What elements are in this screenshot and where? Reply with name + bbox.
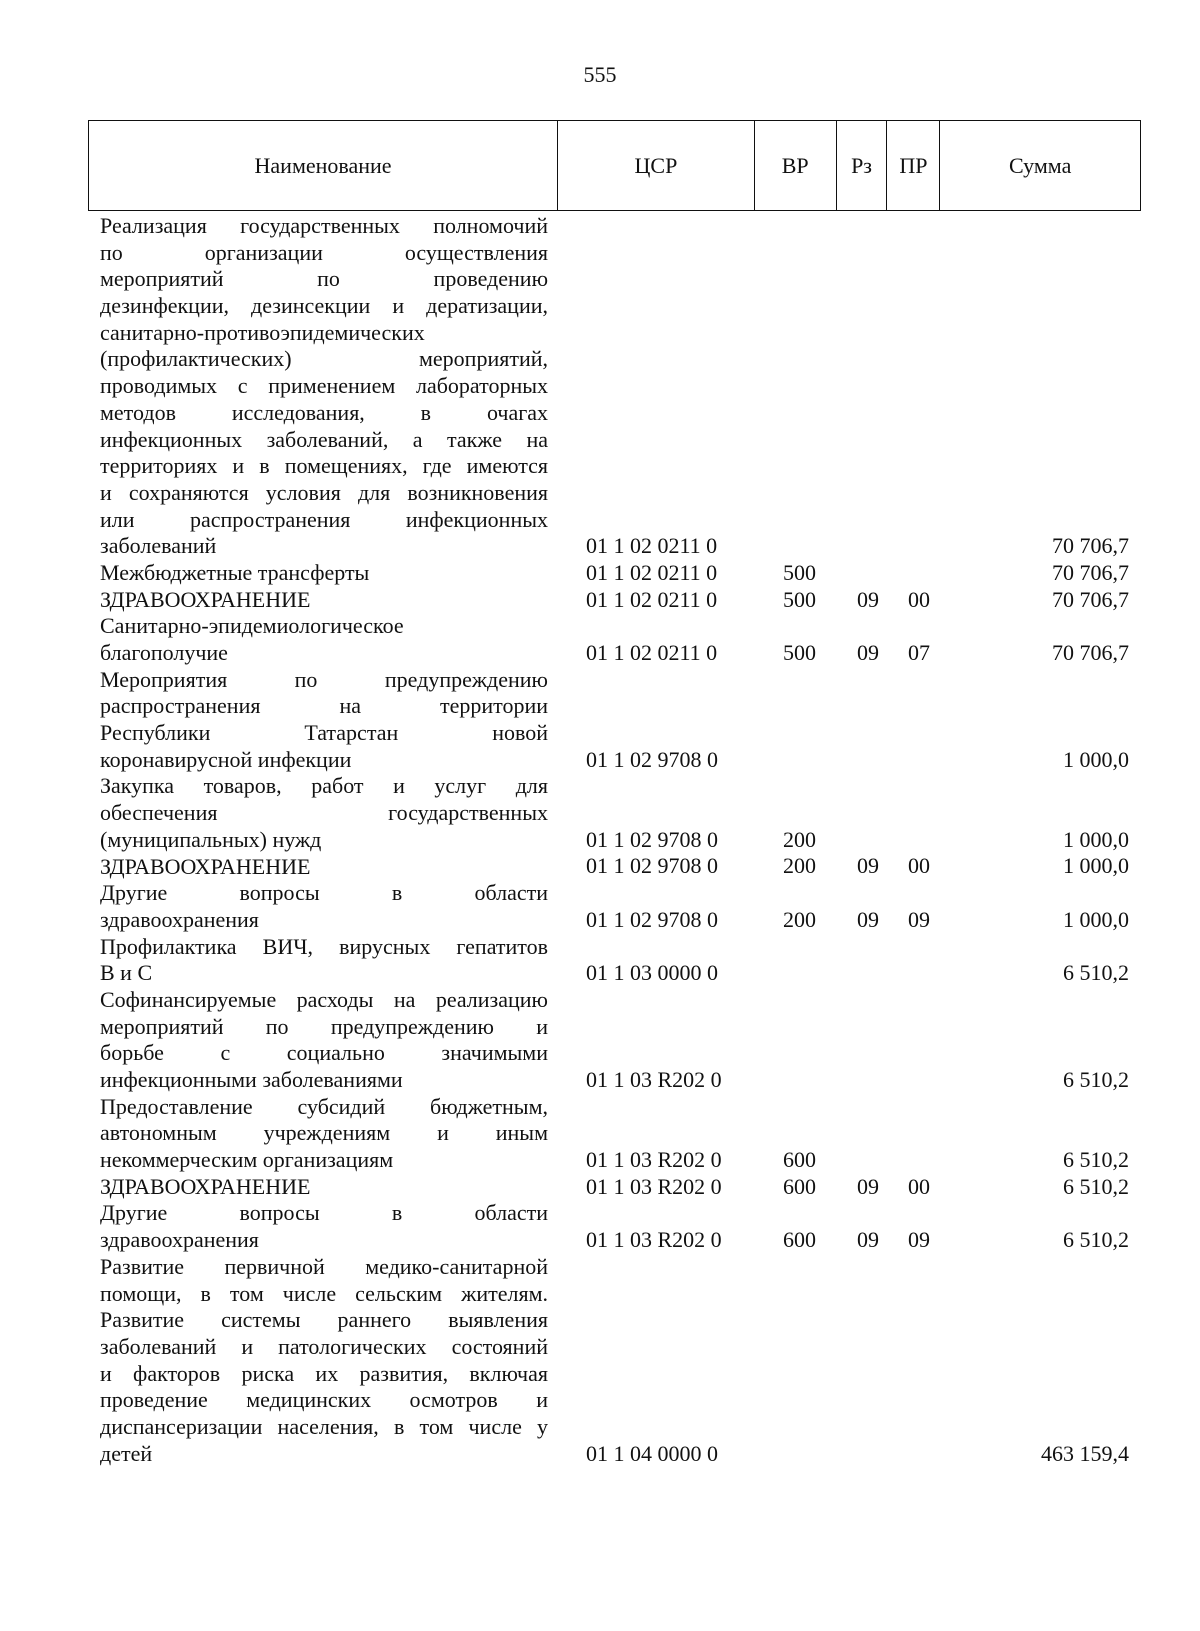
row-name <box>100 1200 548 1253</box>
header-rz: Рз <box>837 121 888 210</box>
row-sum: 1 000,0 <box>1063 746 1129 772</box>
row-name-line: и факторов риска их развития, включая <box>100 1360 548 1386</box>
row-sum: 1 000,0 <box>1063 826 1129 852</box>
row-sum: 70 706,7 <box>1052 533 1129 559</box>
row-name-line: автономным учреждениям и иным <box>100 1120 548 1146</box>
row-csr: 01 1 03 R202 0 <box>586 1173 722 1199</box>
table-body <box>0 213 1200 1467</box>
row-name-line: В и С <box>100 960 153 986</box>
row-name-line: (профилактических) мероприятий, <box>100 346 548 372</box>
row-sum: 463 159,4 <box>1041 1440 1129 1466</box>
row-name <box>100 773 548 853</box>
row-pr: 00 <box>908 853 930 879</box>
row-name-line: (муниципальных) нужд <box>100 826 322 852</box>
row-name-line: Реализация государственных полномочий <box>100 213 548 238</box>
row-name <box>100 667 548 774</box>
row-rz: 09 <box>857 586 879 612</box>
row-vr: 600 <box>783 1173 816 1199</box>
row-name-line: некоммерческим организациям <box>100 1147 394 1173</box>
header-pr: ПР <box>887 121 940 210</box>
row-csr: 01 1 02 0211 0 <box>586 533 718 559</box>
row-sum: 1 000,0 <box>1063 906 1129 932</box>
page-number: 555 <box>583 62 617 87</box>
row-name <box>100 213 548 560</box>
row-name-line: Софинансируемые расходы на реализацию <box>100 986 548 1012</box>
row-name-line: ЗДРАВООХРАНЕНИЕ <box>100 586 311 612</box>
row-name-line: обеспечения государственных <box>100 800 548 826</box>
row-name-line: мероприятий по проведению <box>100 266 548 292</box>
row-name <box>100 880 548 933</box>
header-csr: ЦСР <box>558 121 755 210</box>
row-name-line: по организации осуществления <box>100 239 548 265</box>
table-row <box>0 987 1200 1094</box>
row-vr: 500 <box>783 639 816 665</box>
row-name-line: и сохраняются условия для возникновения <box>100 479 548 505</box>
row-name-line: ЗДРАВООХРАНЕНИЕ <box>100 1173 311 1199</box>
header-name: Наименование <box>89 121 558 210</box>
row-name-line: санитарно-противоэпидемических <box>100 319 425 345</box>
row-csr: 01 1 04 0000 0 <box>586 1440 718 1466</box>
row-rz: 09 <box>857 853 879 879</box>
row-pr: 07 <box>908 639 930 665</box>
row-name-line: Развитие системы раннего выявления <box>100 1307 548 1333</box>
row-csr: 01 1 02 9708 0 <box>586 853 718 879</box>
row-name-line: Другие вопросы в области <box>100 1200 548 1226</box>
row-pr: 00 <box>908 586 930 612</box>
row-sum: 70 706,7 <box>1052 559 1129 585</box>
row-name <box>100 1094 548 1174</box>
row-name-line: мероприятий по предупреждению и <box>100 1013 548 1039</box>
table-row <box>0 880 1200 933</box>
table-row <box>0 213 1200 560</box>
row-name-line: Предоставление субсидий бюджетным, <box>100 1093 548 1119</box>
row-name-line: инфекционными заболеваниями <box>100 1067 403 1092</box>
row-name-line: здравоохранения <box>100 906 259 932</box>
row-rz: 09 <box>857 906 879 932</box>
table-row <box>0 560 1200 587</box>
row-name <box>100 560 548 587</box>
row-csr: 01 1 02 9708 0 <box>586 746 718 772</box>
row-name-line: Закупка товаров, работ и услуг для <box>100 773 548 799</box>
row-rz: 09 <box>857 1227 879 1253</box>
row-name-line: заболеваний <box>100 533 217 559</box>
row-sum: 1 000,0 <box>1063 853 1129 879</box>
row-vr: 500 <box>783 559 816 585</box>
row-name-line: или распространения инфекционных <box>100 506 548 532</box>
row-csr: 01 1 03 R202 0 <box>586 1227 722 1253</box>
row-name-line: проведение медицинских осмотров и <box>100 1387 548 1413</box>
row-sum: 6 510,2 <box>1063 1227 1129 1253</box>
row-sum: 6 510,2 <box>1063 960 1129 986</box>
header-vr: ВР <box>755 121 837 210</box>
row-name <box>100 587 548 614</box>
table-header <box>88 120 1141 211</box>
row-vr: 200 <box>783 906 816 932</box>
row-name <box>100 987 548 1094</box>
row-name-line: проводимых с применением лабораторных <box>100 373 548 399</box>
row-rz: 09 <box>857 639 879 665</box>
row-name-line: инфекционных заболеваний, а также на <box>100 426 548 452</box>
table-row <box>0 934 1200 987</box>
row-csr: 01 1 03 0000 0 <box>586 960 718 986</box>
table-row <box>0 1254 1200 1468</box>
row-name-line: ЗДРАВООХРАНЕНИЕ <box>100 853 311 879</box>
row-pr: 00 <box>908 1173 930 1199</box>
row-name-line: методов исследования, в очагах <box>100 399 548 425</box>
row-name-line: детей <box>100 1440 153 1466</box>
table-row <box>0 854 1200 881</box>
row-name-line: Республики Татарстан новой <box>100 720 548 746</box>
row-sum: 6 510,2 <box>1063 1147 1129 1173</box>
table-row <box>0 773 1200 853</box>
row-vr: 200 <box>783 826 816 852</box>
row-name-line: борьбе с социально значимыми <box>100 1040 548 1066</box>
table-row <box>0 613 1200 666</box>
table-row <box>0 667 1200 774</box>
row-pr: 09 <box>908 1227 930 1253</box>
row-name-line: Другие вопросы в области <box>100 880 548 906</box>
table-row <box>0 1200 1200 1253</box>
row-name-line: коронавирусной инфекции <box>100 746 352 772</box>
row-name-line: распространения на территории <box>100 693 548 719</box>
row-rz: 09 <box>857 1173 879 1199</box>
row-name-line: Профилактика ВИЧ, вирусных гепатитов <box>100 933 548 959</box>
row-name <box>100 1254 548 1468</box>
table-row <box>0 1094 1200 1174</box>
row-sum: 6 510,2 <box>1063 1173 1129 1199</box>
table-row <box>0 1174 1200 1201</box>
row-name <box>100 613 548 666</box>
row-vr: 600 <box>783 1227 816 1253</box>
row-name <box>100 934 548 987</box>
row-name-line: благополучие <box>100 640 228 665</box>
row-sum: 6 510,2 <box>1063 1066 1129 1092</box>
row-vr: 500 <box>783 586 816 612</box>
row-name-line: Развитие первичной медико-санитарной <box>100 1253 548 1279</box>
row-csr: 01 1 02 9708 0 <box>586 906 718 932</box>
header-sum: Сумма <box>1009 152 1072 178</box>
row-name <box>100 1174 548 1201</box>
row-csr: 01 1 03 R202 0 <box>586 1066 722 1092</box>
row-csr: 01 1 02 0211 0 <box>586 559 718 585</box>
row-csr: 01 1 03 R202 0 <box>586 1147 722 1173</box>
row-name-line: территориях и в помещениях, где имеются <box>100 453 548 479</box>
row-vr: 600 <box>783 1147 816 1173</box>
row-pr: 09 <box>908 906 930 932</box>
row-sum: 70 706,7 <box>1052 586 1129 612</box>
table-row <box>0 587 1200 614</box>
row-vr: 200 <box>783 853 816 879</box>
row-name-line: заболеваний и патологических состояний <box>100 1333 548 1359</box>
row-name-line: помощи, в том числе сельским жителям. <box>100 1280 548 1306</box>
row-csr: 01 1 02 0211 0 <box>586 639 718 665</box>
row-name-line: Межбюджетные трансферты <box>100 559 370 585</box>
row-csr: 01 1 02 9708 0 <box>586 826 718 852</box>
row-name-line: здравоохранения <box>100 1227 259 1253</box>
row-name-line: Мероприятия по предупреждению <box>100 666 548 692</box>
row-sum: 70 706,7 <box>1052 639 1129 665</box>
row-name-line: диспансеризации населения, в том числе у <box>100 1413 548 1439</box>
row-name-line: дезинфекции, дезинсекции и дератизации, <box>100 293 548 319</box>
row-name <box>100 854 548 881</box>
row-csr: 01 1 02 0211 0 <box>586 586 718 612</box>
row-name-line: Санитарно-эпидемиологическое <box>100 613 404 639</box>
